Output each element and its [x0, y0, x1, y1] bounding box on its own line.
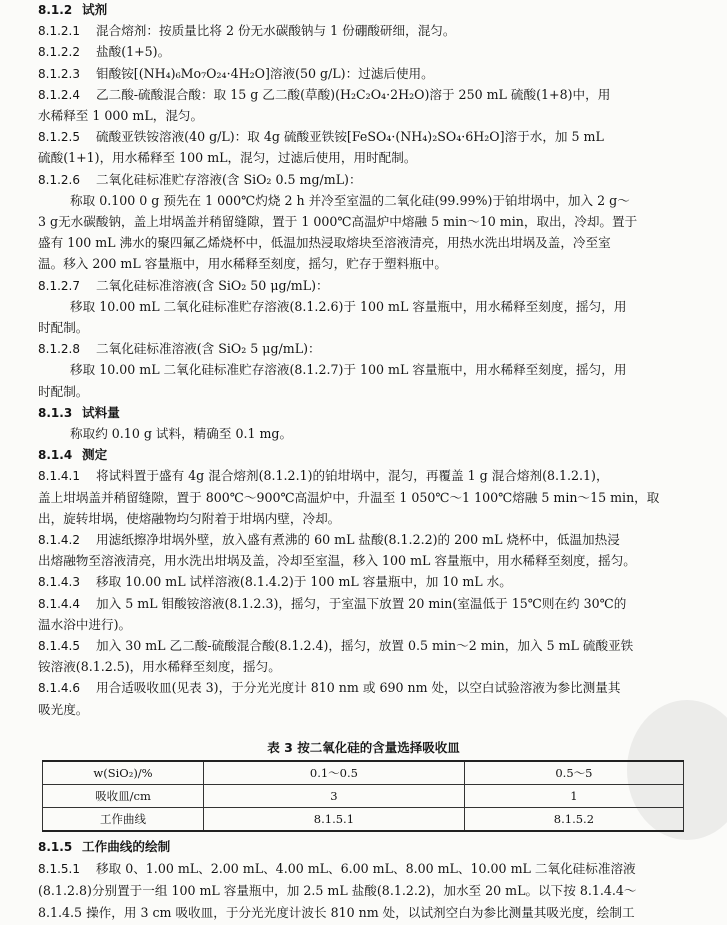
- clause-text: 温。移入 200 mL 容量瓶中，用水稀释至刻度，摇匀，贮存于塑料瓶中。: [38, 256, 447, 272]
- clause-text: 移取 0、1.00 mL、2.00 mL、4.00 mL、6.00 mL、8.00 mL、10.00 mL 二氧化硅标准溶液: [96, 861, 636, 876]
- table-row: [43, 761, 684, 785]
- clause-8-1-2-7: [38, 278, 680, 294]
- clause-8-1-2-2: [38, 44, 680, 60]
- clause-number: 8.1.2.6: [38, 172, 80, 187]
- clause-text: 二氧化硅标准溶液(含 SiO₂ 5 μg/mL)：: [96, 341, 321, 357]
- table-row: [43, 808, 684, 832]
- clause-text: 盖上坩埚盖并稍留缝隙，置于 800℃～900℃高温炉中，升温至 1 050℃～1 100℃熔融 5 min～15 min，取: [38, 489, 660, 505]
- text-line: [38, 511, 680, 527]
- clause-8-1-4-4: [38, 596, 680, 612]
- clause-text: 称取约 0.10 g 试料，精确至 0.1 mg。: [70, 426, 293, 441]
- clause-text: 吸光度。: [38, 701, 89, 717]
- clause-8-1-4-5: [38, 638, 680, 654]
- table-row: [43, 785, 684, 808]
- clause-number: 8.1.3: [38, 405, 73, 420]
- text-line: [38, 214, 680, 230]
- text-line: [38, 108, 680, 124]
- clause-text: 出，旋转坩埚，使熔融物均匀附着于坩埚内壁，冷却。: [38, 510, 341, 526]
- clause-text: 8.1.4.5 操作，用 3 cm 吸收皿，于分光光度计波长 810 nm 处，以试剂空白为参比测量其吸光度，绘制工: [38, 905, 635, 920]
- clause-number: 8.1.2.5: [38, 130, 80, 145]
- text-line: [38, 617, 680, 633]
- clause-number: 8.1.4.4: [38, 596, 80, 611]
- clause-text: 硫酸(1+1)，用水稀释至 100 mL，混匀，过滤后使用，用时配制。: [38, 150, 417, 166]
- clause-text: 乙二酸-硫酸混合酸：取 15 g 乙二酸(草酸)(H₂C₂O₄·2H₂O)溶于 250 mL 硫酸(1+8)中，用: [96, 86, 611, 102]
- clause-text: 称取 0.100 0 g 预先在 1 000℃灼烧 2 h 并冷至室温的二氧化硅(99.99%)于铂坩埚中，加入 2 g～: [70, 192, 630, 208]
- clause-text: 温水浴中进行)。: [38, 616, 132, 632]
- clause-number: 8.1.4.1: [38, 469, 80, 484]
- text-line: [38, 320, 680, 336]
- clause-number: 8.1.4.2: [38, 533, 80, 547]
- table-cell: 0.1～0.5: [204, 761, 465, 785]
- text-line: [38, 702, 680, 718]
- clause-number: 8.1.2.1: [38, 24, 80, 39]
- clause-text: 移取 10.00 mL 二氧化硅标准贮存溶液(8.1.2.7)于 100 mL 容量瓶中，用水稀释至刻度，摇匀，用: [70, 362, 627, 378]
- text-line: [70, 299, 682, 315]
- clause-text: (8.1.2.8)分别置于一组 100 mL 容量瓶中，加 2.5 mL 盐酸(8.1.2.2)，加水至 20 mL。以下按 8.1.4.4～: [38, 883, 637, 898]
- clause-text: 铵溶液(8.1.2.5)，用水稀释至刻度，摇匀。: [38, 659, 281, 675]
- clause-8-1-2-5: [38, 129, 680, 145]
- table-cell: 1: [464, 785, 683, 808]
- clause-text: 时配制。: [38, 320, 89, 335]
- clause-text: 加入 30 mL 乙二酸-硫酸混合酸(8.1.2.4)，摇匀，放置 0.5 min～2 min，加入 5 mL 硫酸亚铁: [96, 638, 634, 653]
- clause-8-1-4-3: [38, 574, 680, 590]
- section-heading: 试料量: [82, 404, 120, 420]
- table-cell: 8.1.5.1: [204, 808, 465, 832]
- text-line: [38, 553, 680, 569]
- clause-text: 二氧化硅标准贮存溶液(含 SiO₂ 0.5 mg/mL)：: [96, 171, 362, 187]
- clause-text: 出熔融物至溶液清亮，用水洗出坩埚及盖，冷却至室温，移入 100 mL 容量瓶中，用水稀释至刻度，摇匀。: [38, 553, 636, 569]
- clause-8-1-3: [38, 405, 680, 421]
- clause-number: 8.1.2.4: [38, 87, 80, 102]
- section-heading: 工作曲线的绘制: [82, 839, 171, 854]
- text-line: [38, 883, 680, 899]
- text-line: [38, 235, 680, 251]
- table-cell: 3: [204, 785, 465, 808]
- text-line: [38, 256, 680, 272]
- clause-8-1-2-6: [38, 172, 680, 188]
- clause-8-1-2-8: [38, 341, 680, 357]
- section-heading: 测定: [82, 447, 108, 463]
- clause-text: 将试料置于盛有 4g 混合熔剂(8.1.2.1)的铂坩埚中，混匀，再覆盖 1 g 混合熔剂(8.1.2.1)，: [96, 468, 609, 484]
- table-3: [42, 760, 684, 832]
- clause-number: 8.1.4: [38, 448, 73, 463]
- text-line: [38, 384, 680, 400]
- clause-number: 8.1.2.8: [38, 342, 80, 357]
- clause-text: 用合适吸收皿(见表 3)，于分光光度计 810 nm 或 690 nm 处，以空白试验溶液为参比测量其: [96, 680, 621, 696]
- clause-8-1-4-2: [38, 532, 680, 548]
- table-cell: 工作曲线: [43, 808, 204, 832]
- clause-text: 盐酸(1+5)。: [96, 44, 171, 60]
- text-line: [38, 490, 680, 506]
- table-caption: 表 3 按二氧化硅的含量选择吸收皿: [267, 740, 460, 755]
- clause-number: 8.1.2.3: [38, 66, 80, 81]
- clause-number: 8.1.4.3: [38, 575, 80, 590]
- clause-text: 移取 10.00 mL 二氧化硅标准贮存溶液(8.1.2.6)于 100 mL 容量瓶中，用水稀释至刻度，摇匀，用: [70, 298, 627, 314]
- table-cell: w(SiO₂)/%: [43, 761, 204, 785]
- clause-8-1-2: [38, 2, 680, 18]
- text-line: [70, 362, 682, 378]
- clause-number: 8.1.4.5: [38, 639, 80, 653]
- clause-8-1-2-3: [38, 66, 680, 82]
- text-line: [38, 150, 680, 166]
- table-cell: 0.5～5: [464, 761, 683, 785]
- clause-8-1-2-1: [38, 23, 680, 39]
- text-line: [70, 426, 682, 442]
- clause-number: 8.1.2.2: [38, 45, 80, 60]
- clause-8-1-5: [38, 839, 680, 855]
- clause-text: 加入 5 mL 钼酸铵溶液(8.1.2.3)，摇匀，于室温下放置 20 min(室温低于 15℃则在约 30℃的: [96, 595, 627, 611]
- table-cell: 吸收皿/cm: [43, 785, 204, 808]
- clause-number: 8.1.4.6: [38, 681, 80, 696]
- clause-8-1-2-4: [38, 87, 680, 103]
- clause-text: 混合熔剂：按质量比将 2 份无水碳酸钠与 1 份硼酸研细，混匀。: [96, 23, 456, 39]
- clause-8-1-5-1: [38, 861, 680, 877]
- clause-text: 时配制。: [38, 383, 89, 399]
- clause-number: 8.1.2: [38, 3, 73, 17]
- clause-text: 钼酸铵[(NH₄)₆Mo₇O₂₄·4H₂O]溶液(50 g/L)：过滤后使用。: [96, 65, 434, 81]
- clause-8-1-4-1: [38, 468, 680, 484]
- clause-8-1-4-6: [38, 680, 680, 696]
- section-heading: 试剂: [82, 2, 108, 17]
- clause-number: 8.1.5: [38, 840, 73, 854]
- clause-8-1-4: [38, 447, 680, 463]
- clause-text: 3 g无水碳酸钠，盖上坩埚盖并稍留缝隙，置于 1 000℃高温炉中熔融 5 min～10 min，取出，冷却。置于: [38, 214, 638, 229]
- clause-text: 盛有 100 mL 沸水的聚四氟乙烯烧杯中，低温加热浸取熔块至溶液清亮，用热水洗出坩埚及盖，冷至室: [38, 235, 611, 251]
- clause-number: 8.1.5.1: [38, 862, 80, 876]
- text-line: [38, 905, 680, 921]
- text-line: [70, 193, 682, 209]
- clause-text: 用滤纸擦净坩埚外壁，放入盛有煮沸的 60 mL 盐酸(8.1.2.2)的 200 mL 烧杯中，低温加热浸: [96, 532, 620, 547]
- table-cell: 8.1.5.2: [464, 808, 683, 832]
- text-line: [38, 659, 680, 675]
- clause-text: 移取 10.00 mL 试样溶液(8.1.4.2)于 100 mL 容量瓶中，加 10 mL 水。: [96, 574, 512, 590]
- clause-text: 水稀释至 1 000 mL，混匀。: [38, 108, 204, 123]
- clause-text: 硫酸亚铁铵溶液(40 g/L)：取 4g 硫酸亚铁铵[FeSO₄·(NH₄)₂SO₄·6H₂O]溶于水，加 5 mL: [96, 129, 604, 145]
- clause-text: 二氧化硅标准溶液(含 SiO₂ 50 μg/mL)：: [96, 277, 329, 293]
- clause-number: 8.1.2.7: [38, 278, 80, 293]
